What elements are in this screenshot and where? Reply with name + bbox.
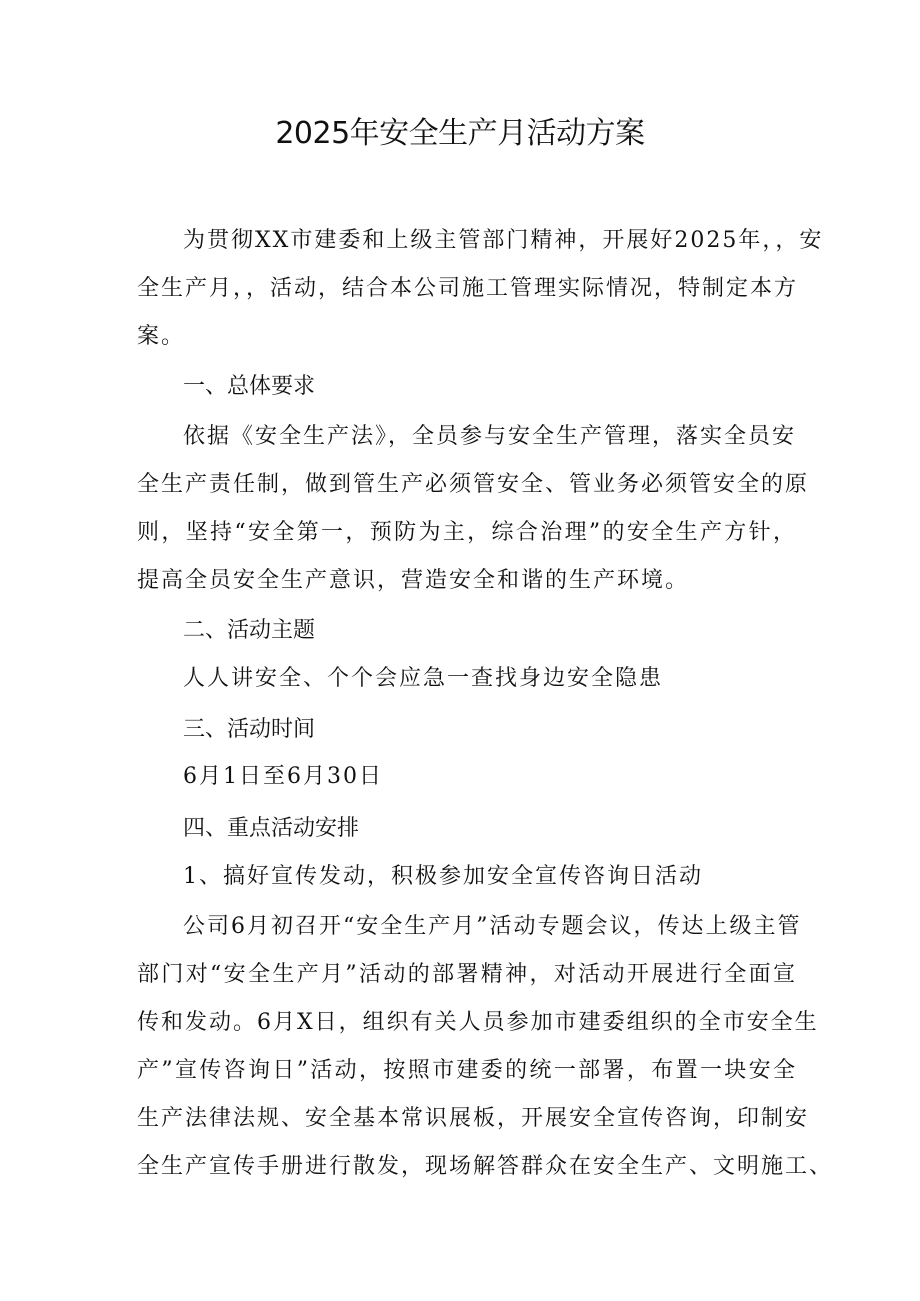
time-text: 6月1日至6月30日 [183,764,383,789]
intro-line-2: 全生产月，，活动，结合本公司施工管理实际情况，特制定本方 [137,276,799,301]
section1-line-4: 提高全员安全生产意识，营造安全和谐的生产环境。 [137,568,690,593]
section1-line-2: 全生产责任制，做到管生产必须管安全、管业务必须管安全的原 [137,472,810,497]
section-heading-arrangements: 四、重点活动安排 [183,816,360,841]
section-heading-time: 三、活动时间 [183,717,316,742]
intro-line-1: 为贯彻XX市建委和上级主管部门精神，开展好2025年，，安 [183,228,824,253]
section4-line-2: 部门对“安全生产月”活动的部署精神，对活动开展进行全面宣 [137,962,797,987]
section4-line-3: 传和发动。6月X日，组织有关人员参加市建委组织的全市安全生 [137,1010,819,1035]
section4-line-4: 产”宣传咨询日”活动，按照市建委的统一部署，布置一块安全 [137,1058,797,1083]
section4-line-1: 公司6月初召开“安全生产月”活动专题会议，传达上级主管 [183,914,802,939]
section4-line-6: 全生产宣传手册进行散发，现场解答群众在安全生产、文明施工、 [137,1154,834,1179]
theme-text: 人人讲安全、个个会应急一查找身边安全隐患 [183,666,664,691]
section1-line-3: 则，坚持“安全第一，预防为主，综合治理”的安全生产方针， [137,520,797,545]
section-heading-requirements: 一、总体要求 [183,374,316,399]
intro-line-3: 案。 [137,324,186,349]
section4-line-5: 生产法律法规、安全基本常识展板，开展安全宣传咨询，印制安 [137,1106,810,1131]
arrangement-item-1-title: 1、搞好宣传发动，积极参加安全宣传咨询日活动 [183,864,703,889]
section-heading-theme: 二、活动主题 [183,618,316,643]
section1-line-1: 依据《安全生产法》，全员参与安全生产管理，落实全员安 [183,424,797,449]
document-title: 2025年安全生产月活动方案 [275,116,645,151]
